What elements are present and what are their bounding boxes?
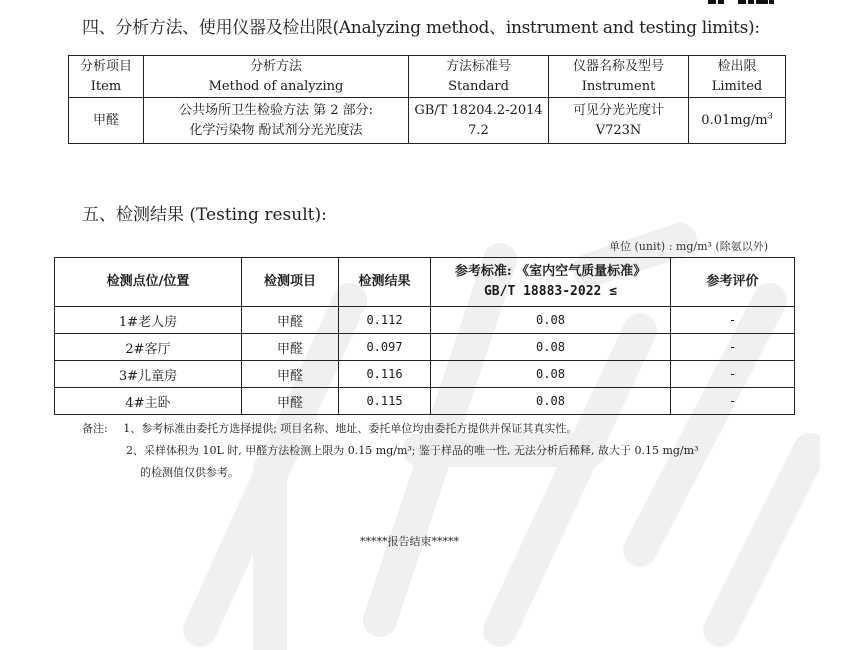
header-item-en: Item — [90, 78, 122, 94]
cell-standard — [409, 98, 549, 144]
cell-test-item: 甲醛 — [242, 388, 339, 415]
cell-limit — [689, 98, 786, 144]
header-reference — [431, 258, 671, 307]
cell-instrument-line1: 可见分光光度计 — [572, 102, 664, 118]
remarks-text1: 1、参考标准由委托方选择提供; 项目名称、地址、委托单位均由委托方提供并保证其真实性。 — [123, 422, 578, 435]
cell-result: 0.115 — [339, 388, 431, 415]
cell-result: 0.116 — [339, 361, 431, 388]
header-method-zh: 分析方法 — [249, 58, 302, 74]
testing-result-table — [54, 257, 795, 415]
header-method — [144, 56, 409, 98]
table-row — [55, 361, 795, 388]
remarks-line3: 的检测值仅供参考。 — [140, 466, 239, 479]
cell-standard-line2: 7.2 — [468, 122, 489, 138]
cell-standard-value: 0.08 — [431, 388, 671, 415]
cell-instrument — [549, 98, 689, 144]
cell-standard-value: 0.08 — [431, 307, 671, 334]
cell-evaluation: - — [671, 307, 795, 334]
header-item — [69, 56, 144, 98]
header-limit-en: Limited — [711, 78, 763, 94]
header-standard-zh: 方法标准号 — [445, 58, 511, 74]
header-limit-zh: 检出限 — [717, 58, 757, 74]
remarks-line1 — [82, 418, 782, 440]
header-standard-en: Standard — [448, 78, 509, 94]
header-instrument — [549, 56, 689, 98]
table-row — [55, 388, 795, 415]
cell-method — [144, 98, 409, 144]
cell-limit-sup: 3 — [767, 111, 773, 121]
cell-location: 3#儿童房 — [55, 361, 242, 388]
cell-evaluation: - — [671, 361, 795, 388]
header-test-item: 检测项目 — [242, 258, 339, 307]
header-reference-line2: GB/T 18883-2022 ≤ — [483, 284, 618, 299]
section4-title: 四、分析方法、使用仪器及检出限(Analyzing method、instrument and testing limits): — [82, 18, 760, 38]
cell-test-item: 甲醛 — [242, 307, 339, 334]
remarks-label: 备注: — [82, 422, 108, 435]
header-instrument-en: Instrument — [581, 78, 656, 94]
header-standard — [409, 56, 549, 98]
cell-method-line2: 化学污染物 酚试剂分光光度法 — [189, 122, 363, 138]
remarks-line2: 2、采样体积为 10L 时, 甲醛方法检测上限为 0.15 mg/m³; 鉴于样品的唯一性, 无法分析后稀释, 故大于 0.15 mg/m³ — [126, 444, 699, 457]
cell-test-item: 甲醛 — [242, 361, 339, 388]
analysis-method-table — [68, 55, 786, 144]
unit-note: 单位 (unit) : mg/m³ (除氨以外) — [609, 240, 768, 253]
header-item-zh: 分析项目 — [79, 58, 132, 74]
cell-instrument-line2: V723N — [595, 122, 642, 138]
table-header-row — [55, 258, 795, 307]
section5-title: 五、检测结果 (Testing result): — [82, 205, 327, 225]
cell-result: 0.097 — [339, 334, 431, 361]
header-reference-line1: 参考标准: 《室内空气质量标准》 — [454, 264, 647, 279]
header-limit — [689, 56, 786, 98]
report-end-mark: *****报告结束***** — [360, 535, 459, 548]
header-method-en: Method of analyzing — [208, 78, 344, 94]
cell-limit-value: 0.01mg/m — [701, 112, 768, 128]
header-location: 检测点位/位置 — [55, 258, 242, 307]
cell-standard-value: 0.08 — [431, 334, 671, 361]
cell-location: 1#老人房 — [55, 307, 242, 334]
header-evaluation: 参考评价 — [671, 258, 795, 307]
table-row — [69, 98, 786, 144]
cell-item: 甲醛 — [69, 98, 144, 144]
header-result: 检测结果 — [339, 258, 431, 307]
cell-result: 0.112 — [339, 307, 431, 334]
cell-evaluation: - — [671, 388, 795, 415]
table-row — [55, 334, 795, 361]
cell-test-item: 甲醛 — [242, 334, 339, 361]
cell-method-line1: 公共场所卫生检验方法 第 2 部分: — [178, 102, 374, 118]
cell-standard-line1: GB/T 18204.2-2014 — [414, 102, 543, 118]
remarks-block — [82, 418, 782, 484]
header-instrument-zh: 仪器名称及型号 — [572, 58, 664, 74]
qr-code-fragment — [706, 0, 776, 6]
cell-standard-value: 0.08 — [431, 361, 671, 388]
cell-evaluation: - — [671, 334, 795, 361]
cell-location: 2#客厅 — [55, 334, 242, 361]
cell-location: 4#主卧 — [55, 388, 242, 415]
table-row — [55, 307, 795, 334]
table-header-row — [69, 56, 786, 98]
